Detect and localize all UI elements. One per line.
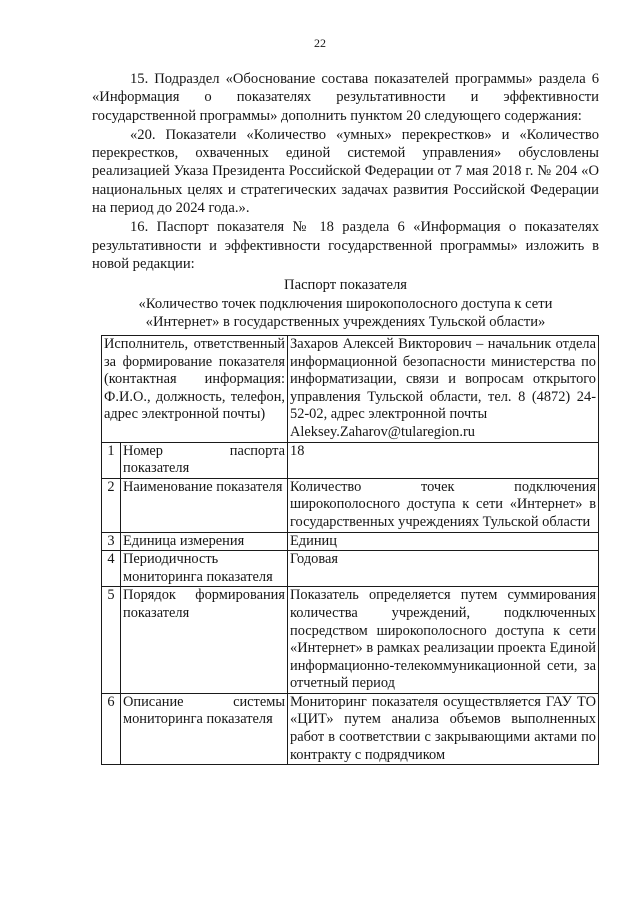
row-number: 2 [102, 478, 121, 532]
row-number: 1 [102, 442, 121, 478]
row-value: Годовая [288, 551, 599, 587]
paragraph-15: 15. Подраздел «Обоснование состава показателей программы» раздела 6 «Информация о показателях результативности и эффективности государственной программы» дополнить пунктом 20 следующего содержания: [92, 71, 599, 124]
table-row [102, 693, 599, 764]
row-number: 6 [102, 693, 121, 764]
passport-table [101, 335, 599, 765]
executor-contact: Захаров Алексей Викторович – начальник отдела информационной безопасности министерства по информатизации, связи и вопросам открытого управления Тульской области, тел. 8 (4872) 24-52-02, адрес электронной почты [290, 336, 596, 423]
row-value: Показатель определяется путем суммирования количества учреждений, подключенных посредством широкополосного доступа к сети «Интернет» в рамках реализации проекта Единой информационно-телекоммуникационной сети, за отчетный период [288, 587, 599, 694]
row-number: 3 [102, 532, 121, 551]
executor-label: Исполнитель, ответственный за формирование показателя (контактная информация: Ф.И.О., должность, телефон, адрес электронной почты) [102, 336, 288, 443]
page-number: 22 [314, 36, 326, 50]
row-label: Периодичность мониторинга показателя [121, 551, 288, 587]
passport-title: Паспорт показателя [284, 277, 407, 294]
row-number: 5 [102, 587, 121, 694]
executor-email: Aleksey.Zaharov@tularegion.ru [290, 423, 475, 440]
paragraph-20-quote: «20. Показатели «Количество «умных» перекрестков» и «Количество перекрестков, охваченных единой системой управления» обусловлены реализацией Указа Президента Российской Федерации от 7 мая 2018 г. № 204 «О национальных целях и стратегических задачах развития Российской Федерации на период до 2024 года.». [92, 126, 599, 217]
row-label: Описание системы мониторинга показателя [121, 693, 288, 764]
row-label: Единица измерения [121, 532, 288, 551]
table-row [102, 587, 599, 694]
row-label: Наименование показателя [121, 478, 288, 532]
passport-subtitle-line1: «Количество точек подключения широкополосного доступа к сети [138, 295, 553, 312]
table-row-executor [102, 336, 599, 443]
document-body [92, 70, 599, 331]
table-row [102, 532, 599, 551]
row-label: Порядок формирования показателя [121, 587, 288, 694]
table-row [102, 551, 599, 587]
passport-subtitle-line2: «Интернет» в государственных учреждениях Тульской области» [145, 313, 546, 330]
row-value: 18 [288, 442, 599, 478]
row-value: Единиц [288, 532, 599, 551]
row-number: 4 [102, 551, 121, 587]
row-value: Мониторинг показателя осуществляется ГАУ ТО «ЦИТ» путем анализа объемов выполненных работ в соответствии с закрывающими актами по контракту с подрядчиком [288, 693, 599, 764]
executor-value [288, 336, 599, 443]
row-value: Количество точек подключения широкополосного доступа к сети «Интернет» в государственных учреждениях Тульской области [288, 478, 599, 532]
row-label: Номер паспорта показателя [121, 442, 288, 478]
paragraph-16: 16. Паспорт показателя № 18 раздела 6 «Информация о показателях результативности и эффективности государственной программы» изложить в новой редакции: [92, 219, 599, 272]
table-row [102, 442, 599, 478]
table-row [102, 478, 599, 532]
